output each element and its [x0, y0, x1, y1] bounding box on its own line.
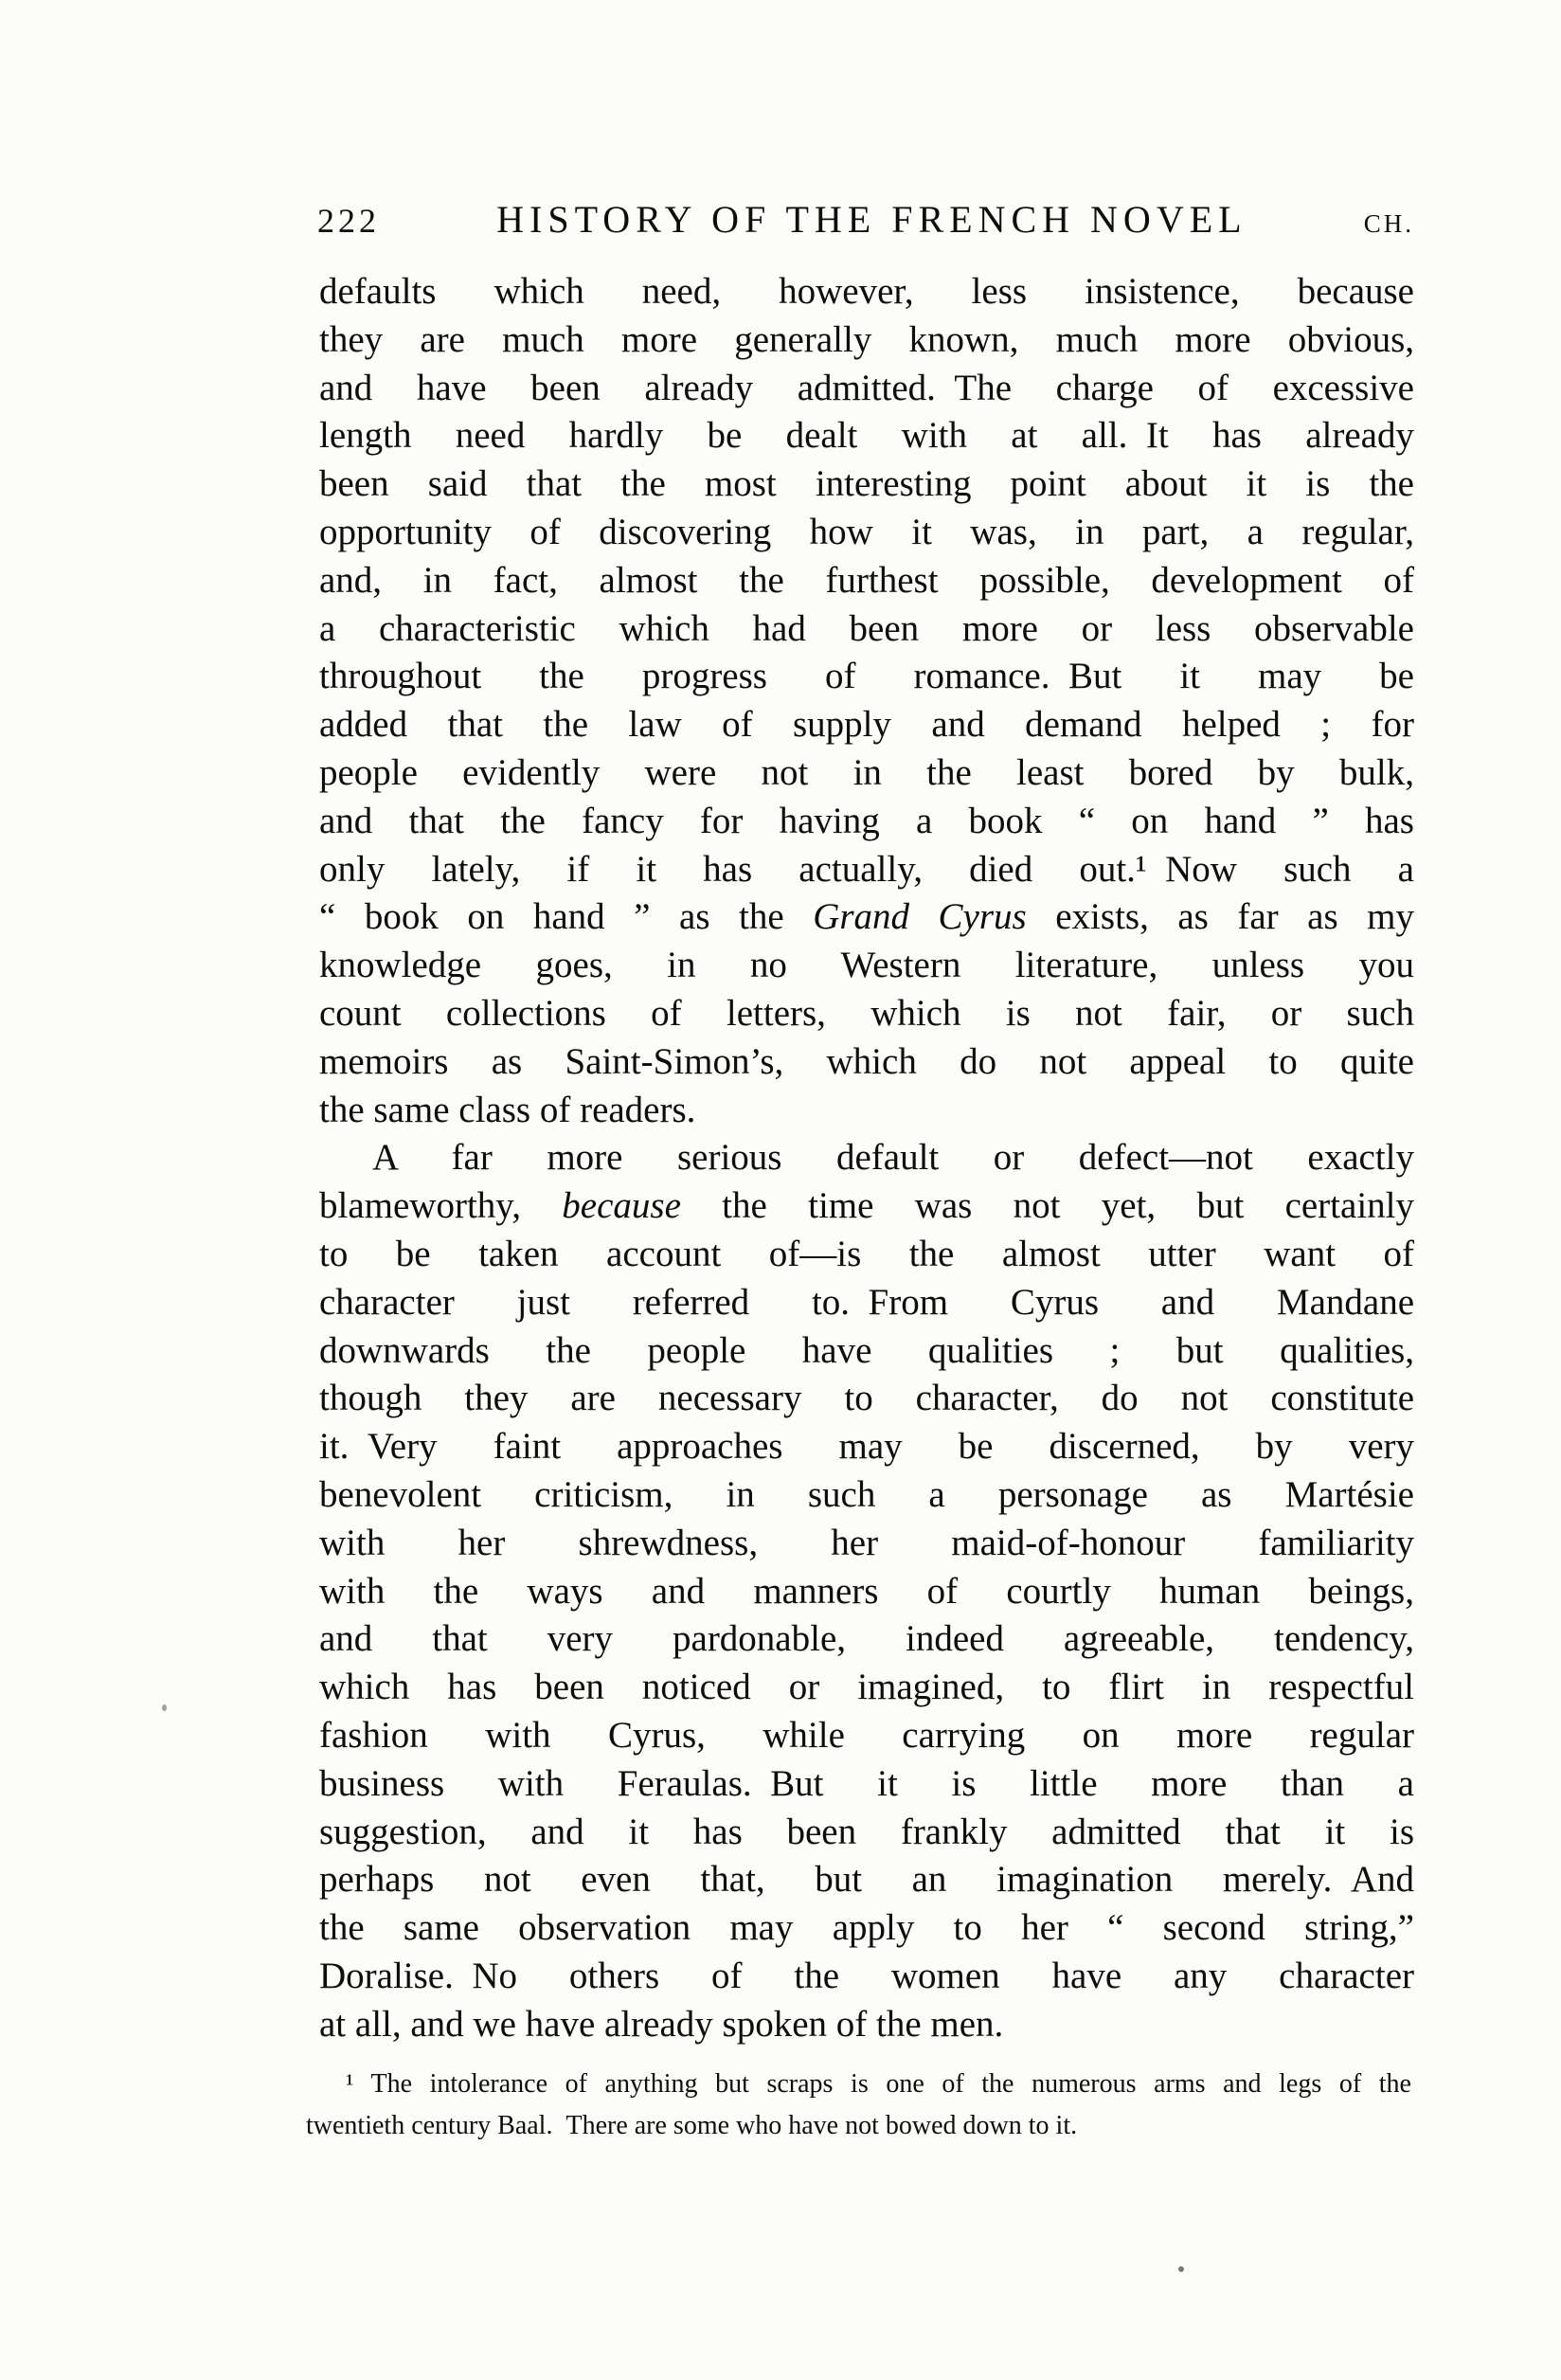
page-number: 222: [317, 202, 380, 240]
text-line: people evidently were not in the least bored by bulk,: [319, 751, 1414, 793]
text-line: and that the fancy for having a book “ on hand ” has: [319, 800, 1414, 841]
text-line: perhaps not even that, but an imagination merely. And: [319, 1859, 1414, 1901]
italic-word: because: [562, 1185, 681, 1227]
text-segment: exists, as far as my: [1026, 896, 1414, 938]
text-line: [319, 1182, 1414, 1231]
text-line: opportunity of discovering how it was, in part, a regular,: [319, 511, 1414, 552]
paragraph-first-line: A far more serious default or defect—not exactly: [372, 1137, 1414, 1179]
text-line: count collections of letters, which is not fair, or such: [319, 992, 1414, 1034]
text-line: it. Very faint approaches may be discerned, by very: [319, 1426, 1414, 1468]
text-line: and, in fact, almost the furthest possible, development of: [319, 559, 1414, 601]
text-line: memoirs as Saint-Simon’s, which do not appeal to quite: [319, 1040, 1414, 1082]
text-line: which has been noticed or imagined, to flirt in respectful: [319, 1667, 1414, 1708]
text-line: added that the law of supply and demand helped ; for: [319, 704, 1414, 746]
text-segment: the time was not yet, but certainly: [680, 1185, 1414, 1227]
text-line: been said that the most interesting point about it is the: [319, 463, 1414, 505]
italic-book-title: Grand Cyrus: [813, 896, 1027, 938]
text-line: character just referred to. From Cyrus and Mandane: [319, 1281, 1414, 1323]
text-line: business with Feraulas. But it is little more than a: [319, 1762, 1414, 1804]
text-line: throughout the progress of romance. But it may be: [319, 656, 1414, 697]
running-title: HISTORY OF THE FRENCH NOVEL: [496, 198, 1247, 241]
text-line: benevolent criticism, in such a personage as Martésie: [319, 1473, 1414, 1515]
text-line: the same observation may apply to her “ second string,”: [319, 1907, 1414, 1949]
footnote-line: twentieth century Baal. There are some who have not bowed down to it.: [306, 2111, 1078, 2140]
running-head: [317, 197, 1414, 242]
scan-speck: [162, 1704, 167, 1711]
text-line: fashion with Cyrus, while carrying on more regular: [319, 1714, 1414, 1756]
body-text: [319, 268, 1414, 2048]
text-line: length need hardly be dealt with at all. It has already: [319, 415, 1414, 457]
text-line: [319, 893, 1414, 942]
scan-speck: [1178, 2266, 1184, 2272]
text-line: and have been already admitted. The charge of excessive: [319, 367, 1414, 408]
footnote: [306, 2064, 1411, 2147]
text-line: suggestion, and it has been frankly admitted that it is: [319, 1811, 1414, 1852]
paragraph-last-line: at all, and we have already spoken of the men.: [319, 2003, 1004, 2045]
text-line: to be taken account of—is the almost utter want of: [319, 1233, 1414, 1274]
text-line: though they are necessary to character, do not constitute: [319, 1378, 1414, 1419]
chapter-abbreviation: CH.: [1363, 209, 1414, 238]
footnote-line: ¹ The intolerance of anything but scraps is one of the numerous arms and legs of the: [346, 2069, 1411, 2099]
text-line: and that very pardonable, indeed agreeable, tendency,: [319, 1618, 1414, 1660]
text-line: defaults which need, however, less insistence, because: [319, 271, 1414, 312]
text-line: with her shrewdness, her maid-of-honour familiarity: [319, 1522, 1414, 1563]
text-line: downwards the people have qualities ; but qualities,: [319, 1329, 1414, 1371]
text-line-with-footnote-ref: only lately, if it has actually, died out.¹ Now such a: [319, 848, 1414, 890]
text-segment: “ book on hand ” as the: [319, 896, 814, 938]
text-line: with the ways and manners of courtly human beings,: [319, 1570, 1414, 1612]
text-segment: blameworthy,: [319, 1185, 563, 1227]
text-line: a characteristic which had been more or less observable: [319, 607, 1414, 649]
text-line: they are much more generally known, much more obvious,: [319, 318, 1414, 360]
text-line: Doralise. No others of the women have any character: [319, 1955, 1414, 1996]
paragraph-last-line: the same class of readers.: [319, 1089, 696, 1130]
text-line: knowledge goes, in no Western literature, unless you: [319, 945, 1414, 986]
